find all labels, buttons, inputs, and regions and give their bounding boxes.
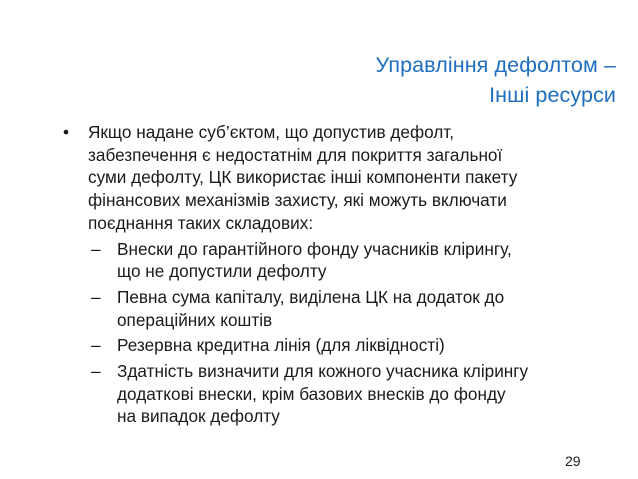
sub-bullet-text-line: що не допустили дефолту <box>117 261 327 282</box>
sub-bullet-text-line: операційних коштів <box>117 309 273 330</box>
sub-bullet-item <box>88 286 634 331</box>
title-line-1: Управління дефолтом – <box>375 53 616 77</box>
sub-bullet-text-line: Певна сума капіталу, виділена ЦК на додаток до <box>117 286 505 307</box>
bullet-marker: • <box>63 122 70 142</box>
sub-bullet-text-line: додаткові внески, крім базових внесків до фонду <box>117 383 506 404</box>
sub-bullet-text-line: Внески до гарантійного фонду учасників клірингу, <box>117 238 512 259</box>
sub-bullet-text-line: на випадок дефолту <box>117 406 280 427</box>
title-line-2: Інші ресурси <box>489 83 616 107</box>
bullet-text-line: поєднання таких складових: <box>88 212 314 233</box>
sub-bullet-item <box>88 360 634 428</box>
sub-bullet-text-line: Здатність визначити для кожного учасника клірингу <box>117 361 529 382</box>
sub-bullet-list <box>88 238 634 429</box>
bullet-item <box>63 121 634 235</box>
sub-bullet-text-line: Резервна кредитна лінія (для ліквідності) <box>117 335 445 356</box>
bullet-text-line: фінансових механізмів захисту, які можуть включати <box>88 190 507 211</box>
dash-marker: – <box>91 335 101 356</box>
page-number: 29 <box>565 453 581 469</box>
bullet-text-line: забезпечення є недостатнім для покриття загальної <box>88 144 503 165</box>
dash-marker: – <box>91 238 101 259</box>
bullet-text-line: суми дефолту, ЦК використає інші компоненти пакету <box>88 167 518 188</box>
bullet-text-line: Якщо надане суб’єктом, що допустив дефолт, <box>88 122 455 142</box>
slide-body <box>63 121 634 431</box>
dash-marker: – <box>91 361 101 382</box>
sub-bullet-item <box>88 238 634 283</box>
dash-marker: – <box>91 286 101 307</box>
slide-title <box>376 50 616 110</box>
sub-bullet-item <box>88 334 634 357</box>
